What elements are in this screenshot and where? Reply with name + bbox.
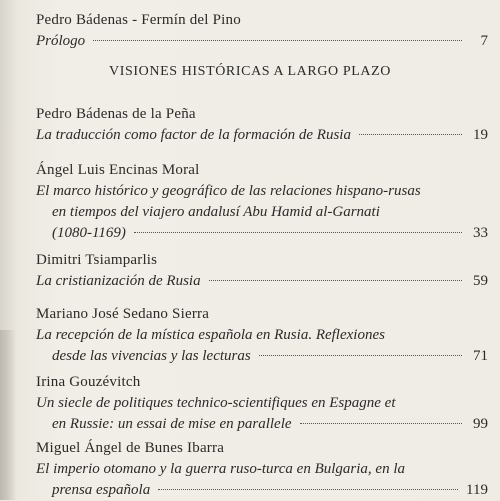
- entry-author: Ángel Luis Encinas Moral: [36, 162, 200, 178]
- entry-title: La traducción como factor de la formación de Rusia: [36, 127, 351, 143]
- toc-entry: [36, 438, 488, 501]
- entry-page-number: 19: [473, 127, 488, 143]
- dot-leader: [300, 423, 462, 424]
- section-heading: VISIONES HISTÓRICAS A LARGO PLAZO: [109, 64, 391, 79]
- entry-author: Pedro Bádenas de la Peña: [36, 106, 196, 122]
- entry-title: La recepción de la mística española en Rusia. Reflexiones: [36, 327, 385, 343]
- entry-title: Prólogo: [36, 33, 86, 49]
- toc-entry: [36, 250, 488, 292]
- entry-title-line: [36, 414, 488, 435]
- spine-shadow: [0, 330, 16, 500]
- toc-entry: [36, 10, 488, 52]
- entry-title-line: [36, 480, 488, 501]
- dot-leader: [359, 134, 462, 135]
- entry-title: La cristianización de Rusia: [36, 273, 201, 289]
- toc-entry: [36, 160, 488, 244]
- entry-title: El imperio otomano y la guerra ruso-turca en Bulgaria, en la: [36, 461, 405, 477]
- toc-entry: [36, 104, 488, 146]
- entry-title-continued: en tiempos del viajero andalusí Abu Hamid al-Garnati: [52, 204, 380, 220]
- entry-page-number: 119: [466, 482, 488, 498]
- dot-leader: [259, 355, 462, 356]
- entry-author: Miguel Ángel de Bunes Ibarra: [36, 440, 225, 456]
- entry-author: Irina Gouzévitch: [36, 374, 141, 390]
- entry-title-line: [36, 125, 488, 146]
- entry-page-number: 59: [473, 273, 488, 289]
- entry-title-line: [36, 31, 488, 52]
- entry-title-line: [36, 271, 488, 292]
- entry-title-line: [36, 346, 488, 367]
- entry-author: Pedro Bádenas - Fermín del Pino: [36, 12, 241, 28]
- entry-page-number: 99: [473, 416, 488, 432]
- entry-author: Dimitri Tsiamparlis: [36, 252, 158, 268]
- entry-page-number: 33: [473, 225, 488, 241]
- entry-author: Mariano José Sedano Sierra: [36, 306, 210, 322]
- entry-title-line: [36, 223, 488, 244]
- dot-leader: [93, 40, 462, 41]
- entry-title-continued: en Russie: un essai de mise en parallele: [52, 416, 292, 432]
- dot-leader: [158, 489, 458, 490]
- entry-title: Un siecle de politiques technico-scientifiques en Espagne et: [36, 395, 396, 411]
- toc-entry: [36, 304, 488, 367]
- entry-title-continued: desde las vivencias y las lecturas: [52, 348, 251, 364]
- dot-leader: [134, 232, 462, 233]
- entry-page-number: 71: [473, 348, 488, 364]
- toc-entry: [36, 372, 488, 435]
- dot-leader: [209, 280, 462, 281]
- entry-title: El marco histórico y geográfico de las relaciones hispano-rusas: [36, 183, 421, 199]
- entry-title-continued: prensa española: [52, 482, 151, 498]
- entry-title-continued: (1080-1169): [52, 225, 126, 241]
- entry-page-number: 7: [480, 33, 488, 49]
